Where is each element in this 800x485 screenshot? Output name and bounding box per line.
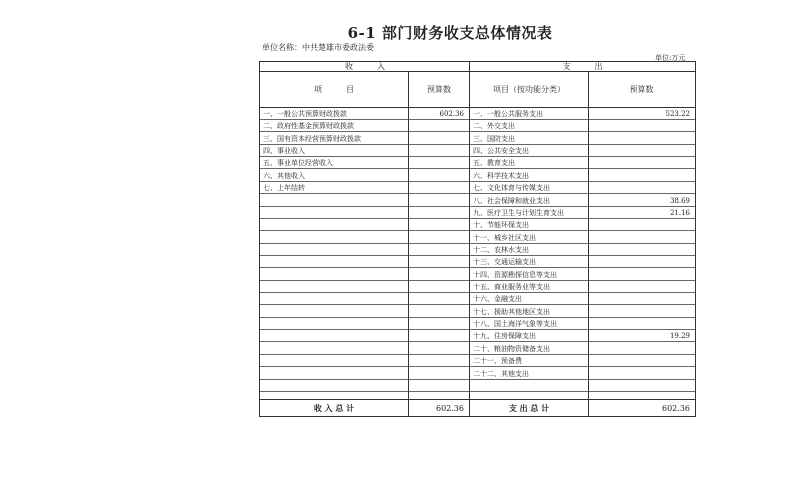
income-row-value	[408, 145, 469, 156]
income-row	[260, 120, 469, 132]
unit-label: 单位:万元	[655, 54, 686, 62]
expense-row-name: 十三、交通运输支出	[473, 258, 536, 267]
income-row	[260, 293, 469, 305]
income-row-name	[260, 219, 408, 230]
income-row-value	[408, 306, 469, 317]
income-row-name	[260, 368, 408, 379]
income-row-value	[408, 368, 469, 379]
income-row-value	[408, 120, 469, 131]
income-row-name: 六、其他收入	[263, 171, 305, 180]
expense-item-header: 项目（按功能分类）	[493, 85, 565, 94]
income-row-name: 七、上年结转	[263, 184, 305, 193]
income-row	[260, 368, 469, 380]
income-row	[260, 207, 469, 219]
income-total-label: 收 入 总 计	[313, 403, 355, 413]
expense-row-name: 十五、商业服务业等支出	[473, 283, 550, 292]
income-row	[260, 232, 469, 244]
income-row	[260, 244, 469, 256]
income-row-name: 一、一般公共预算财政拨款	[263, 110, 347, 118]
expense-row	[470, 368, 695, 380]
expense-row	[470, 145, 695, 157]
expense-row-name: 十、节能环保支出	[473, 221, 529, 230]
page-title: 6-1 部门财务收支总体情况表	[347, 24, 553, 42]
expense-budget-header: 预算数	[629, 85, 654, 94]
income-row-value: 602.36	[408, 108, 469, 119]
income-row	[260, 281, 469, 293]
expense-row-name: 十八、国土海洋气象等支出	[473, 320, 557, 329]
expense-row-value	[588, 368, 695, 379]
expense-row-value	[588, 281, 695, 292]
income-row	[260, 256, 469, 268]
expense-row	[470, 195, 695, 207]
expense-row-name: 一、一般公共服务支出	[473, 110, 543, 118]
expense-row	[470, 380, 695, 392]
income-row	[260, 182, 469, 194]
expense-row	[470, 318, 695, 330]
expense-row	[470, 269, 695, 281]
expense-row	[470, 120, 695, 132]
expense-row-name: 四、公共安全支出	[473, 147, 529, 156]
income-column-divider	[408, 72, 409, 416]
income-row	[260, 306, 469, 318]
expense-row-value: 19.29	[588, 330, 695, 341]
income-row-value	[408, 170, 469, 181]
expense-row-value	[588, 182, 695, 193]
income-row-name	[260, 293, 408, 304]
income-row-value	[408, 232, 469, 243]
expense-row	[470, 244, 695, 256]
expense-row	[470, 281, 695, 293]
expense-row	[470, 207, 695, 219]
income-row-value	[408, 219, 469, 230]
expense-row	[470, 256, 695, 268]
income-row-name: 二、政府性基金预算财政拨款	[263, 122, 354, 131]
income-row-value	[408, 343, 469, 354]
income-row-name	[260, 380, 408, 391]
expense-row-name: 十四、资源勘探信息等支出	[473, 270, 557, 279]
expense-row-value	[588, 232, 695, 243]
income-row-value	[408, 195, 469, 206]
finance-table	[259, 61, 696, 417]
income-row-value	[408, 293, 469, 304]
income-row-name	[260, 318, 408, 329]
expense-row	[470, 157, 695, 169]
income-row	[260, 343, 469, 355]
expense-row-name: 二十、粮油物资储备支出	[473, 344, 550, 353]
expense-row-name: 十二、农林水支出	[473, 245, 529, 254]
income-row-name: 五、事业单位经营收入	[263, 159, 333, 168]
income-row-value	[408, 380, 469, 391]
expense-row	[470, 306, 695, 318]
expense-row-name: 十九、住房保障支出	[473, 332, 536, 341]
expense-row-value: 21.16	[588, 207, 695, 218]
income-row	[260, 145, 469, 157]
unit-name: 单位名称：中共楚雄市委政法委	[262, 43, 374, 52]
header-rule	[260, 107, 695, 108]
income-row-value	[408, 355, 469, 366]
income-row	[260, 355, 469, 367]
income-row-value	[408, 256, 469, 267]
income-row-value	[408, 157, 469, 168]
expense-row-name: 六、科学技术支出	[473, 171, 529, 180]
income-row	[260, 157, 469, 169]
income-row	[260, 219, 469, 231]
income-row-name	[260, 256, 408, 267]
expense-row-value	[588, 318, 695, 329]
expense-row-name: 十七、援助其他地区支出	[473, 307, 550, 316]
expense-row-name: 七、文化体育与传媒支出	[473, 184, 550, 193]
expense-row	[470, 170, 695, 182]
income-row-value	[408, 330, 469, 341]
income-row	[260, 108, 469, 120]
income-row-value	[408, 244, 469, 255]
expense-row	[470, 133, 695, 145]
expense-row-name: 八、社会保障和就业支出	[473, 196, 550, 205]
expense-row	[470, 293, 695, 305]
expense-row	[470, 343, 695, 355]
expense-row-value	[588, 269, 695, 280]
income-row-value	[408, 281, 469, 292]
expense-row	[470, 219, 695, 231]
income-row-name	[260, 232, 408, 243]
expense-row-value	[588, 219, 695, 230]
income-row-value	[408, 207, 469, 218]
expense-row-value	[588, 343, 695, 354]
expense-row	[470, 355, 695, 367]
expense-row-value	[588, 293, 695, 304]
income-row-name	[260, 330, 408, 341]
expense-row-name: 三、国防支出	[473, 134, 515, 143]
expense-row	[470, 232, 695, 244]
expense-row-value	[588, 256, 695, 267]
income-row	[260, 269, 469, 281]
expense-row-value: 38.69	[588, 195, 695, 206]
expense-row-name: 五、教育支出	[473, 159, 515, 168]
expense-row-value: 523.22	[588, 108, 695, 119]
expense-row-name: 十一、城乡社区支出	[473, 233, 536, 242]
income-row-name	[260, 281, 408, 292]
expense-row-value	[588, 355, 695, 366]
expense-total-value: 602.36	[662, 404, 690, 413]
income-row-name	[260, 244, 408, 255]
income-row	[260, 380, 469, 392]
expense-row	[470, 182, 695, 194]
expense-row-value	[588, 145, 695, 156]
income-row	[260, 170, 469, 182]
expense-row	[470, 108, 695, 120]
income-row-value	[408, 133, 469, 144]
expense-row-name	[470, 380, 588, 391]
expense-row-value	[588, 306, 695, 317]
income-row-name	[260, 355, 408, 366]
expense-row-value	[588, 133, 695, 144]
expense-row-name: 九、医疗卫生与计划生育支出	[473, 208, 564, 217]
income-section-header: 收 入	[260, 62, 470, 72]
expense-row-name: 二、外交支出	[473, 122, 515, 131]
expense-row-value	[588, 244, 695, 255]
income-row	[260, 318, 469, 330]
expense-row-name: 十六、金融支出	[473, 295, 522, 304]
income-row-value	[408, 269, 469, 280]
income-total-value: 602.36	[436, 404, 464, 413]
income-row-name	[260, 207, 408, 218]
expense-row-value	[588, 380, 695, 391]
expense-row-value	[588, 170, 695, 181]
income-row-value	[408, 182, 469, 193]
income-row-name	[260, 306, 408, 317]
income-row	[260, 133, 469, 145]
income-row-value	[408, 318, 469, 329]
expense-row-value	[588, 157, 695, 168]
expense-total-label: 支 出 总 计	[508, 403, 550, 413]
income-row-name	[260, 195, 408, 206]
income-row-name	[260, 269, 408, 280]
income-row-name	[260, 343, 408, 354]
expense-column-divider	[588, 72, 589, 416]
income-row	[260, 195, 469, 207]
expense-section-header: 支 出	[470, 62, 695, 72]
expense-row-value	[588, 120, 695, 131]
income-row-name: 四、事业收入	[263, 147, 305, 156]
income-row-name: 三、国有资本经营预算财政拨款	[263, 134, 361, 143]
income-item-header: 项 目	[314, 85, 354, 94]
income-row	[260, 330, 469, 342]
center-divider	[469, 62, 470, 416]
expense-row	[470, 330, 695, 342]
expense-row-name: 二十一、预备费	[473, 357, 522, 366]
income-budget-header: 预算数	[427, 85, 451, 94]
expense-row-name: 二十二、其他支出	[473, 369, 529, 378]
